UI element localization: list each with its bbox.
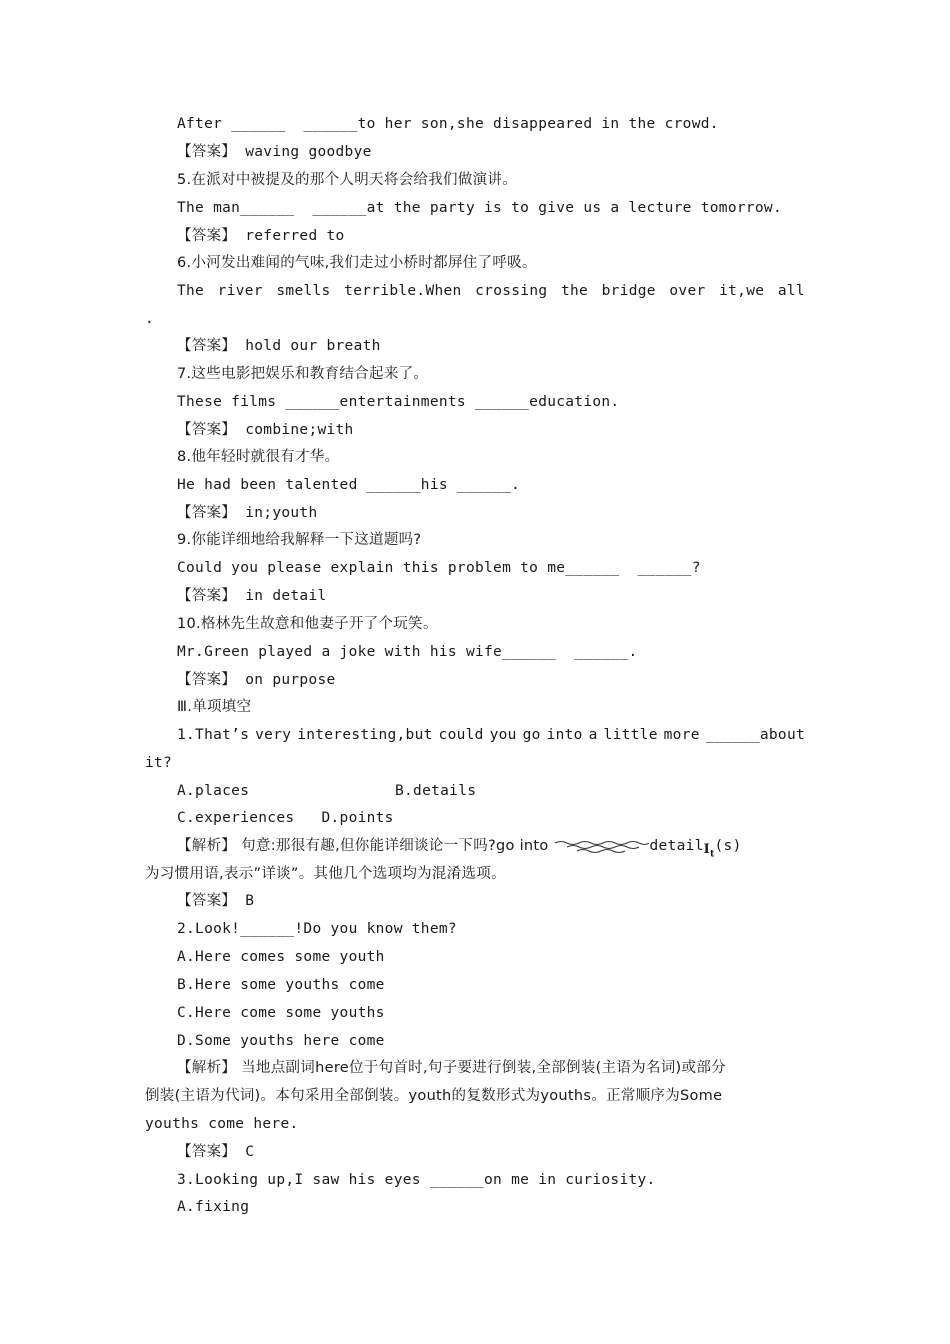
analysis-text: 当地点副词here位于句首时,句子要进行倒装,全部倒装(主语为名词)或部分 — [236, 1060, 726, 1076]
word: crossing — [475, 283, 548, 299]
answer-text: on purpose — [236, 672, 336, 688]
word: interesting,but — [297, 727, 433, 743]
option-a: A.places — [177, 783, 250, 799]
answer-text: waving goodbye — [236, 144, 372, 160]
word: river — [217, 283, 263, 299]
answer-tag: 【答案】 — [177, 1144, 237, 1160]
word: go — [522, 727, 541, 743]
wavy-underline-icon — [553, 839, 649, 853]
exercise-sentence: These films ______entertainments ______education. — [177, 394, 620, 410]
word: The — [177, 283, 205, 299]
exercise-sentence: The man______ ______at the party is to give us a lecture tomorrow. — [177, 200, 782, 216]
analysis-cont: 为习惯用语,表示”详谈”。其他几个选项均为混淆选项。 — [145, 866, 506, 882]
answer-line — [177, 1142, 254, 1162]
word: all — [777, 283, 805, 299]
exercise-sentence-justified — [177, 281, 805, 301]
analysis-text: 句意:那很有趣,但你能详细谈论一下吗?go into — [236, 838, 554, 854]
answer-line — [177, 226, 345, 246]
analysis-text: detail — [649, 838, 704, 854]
word: could — [438, 727, 484, 743]
option-b: B.details — [395, 783, 477, 799]
answer-tag: 【答案】 — [177, 228, 237, 244]
exercise-sentence: He had been talented ______his ______. — [177, 477, 521, 493]
mc-question: 3.Looking up,I saw his eyes ______on me in curiosity. — [177, 1172, 656, 1188]
option-row: C.experiences D.points — [177, 810, 394, 826]
answer-text: C — [236, 1144, 255, 1160]
exercise-sentence: After ______ ______to her son,she disappeared in the crowd. — [177, 116, 719, 132]
word: little — [603, 727, 658, 743]
answer-text: referred to — [236, 228, 345, 244]
analysis-cont: youths come here. — [145, 1116, 299, 1132]
analysis-line — [177, 1058, 726, 1078]
question-chinese: 9.你能详细地给我解释一下这道题吗? — [177, 532, 422, 548]
option-d: D.Some youths here come — [177, 1033, 385, 1049]
question-chinese: 6.小河发出难闻的气味,我们走过小桥时都屏住了呼吸。 — [177, 255, 537, 271]
mc-question-cont: it? — [145, 755, 173, 771]
answer-tag: 【答案】 — [177, 588, 237, 604]
mc-question-justified — [177, 725, 805, 745]
sentence-end: . — [145, 311, 155, 327]
mc-question: 2.Look!______!Do you know them? — [177, 921, 457, 937]
option-row — [177, 781, 249, 801]
answer-line — [177, 142, 372, 162]
section-heading: Ⅲ.单项填空 — [177, 699, 252, 715]
answer-tag: 【答案】 — [177, 144, 237, 160]
analysis-line — [177, 836, 742, 862]
option-c: C.Here come some youths — [177, 1005, 385, 1021]
word: 1.That’s — [177, 727, 250, 743]
answer-text: combine;with — [236, 422, 354, 438]
answer-line — [177, 670, 336, 690]
exercise-sentence: Could you please explain this problem to me______ ______? — [177, 560, 701, 576]
answer-line — [177, 336, 381, 356]
analysis-cont: 倒装(主语为代词)。本句采用全部倒装。youth的复数形式为youths。正常顺序为Some — [145, 1088, 723, 1104]
question-chinese: 8.他年轻时就很有才华。 — [177, 449, 340, 465]
word: bridge — [601, 283, 656, 299]
answer-tag: 【答案】 — [177, 505, 237, 521]
word: a — [588, 727, 598, 743]
question-chinese: 5.在派对中被提及的那个人明天将会给我们做演讲。 — [177, 172, 518, 188]
answer-tag: 【答案】 — [177, 893, 237, 909]
word: into — [546, 727, 583, 743]
word: the — [560, 283, 589, 299]
answer-text: in detail — [236, 588, 327, 604]
correction-mark: $I_t$ — [703, 842, 715, 860]
question-chinese: 7.这些电影把娱乐和教育结合起来了。 — [177, 366, 429, 382]
word: very — [255, 727, 292, 743]
answer-tag: 【答案】 — [177, 672, 237, 688]
answer-tag: 【答案】 — [177, 422, 237, 438]
answer-text: in;youth — [236, 505, 318, 521]
answer-line — [177, 420, 354, 440]
analysis-tag: 【解析】 — [177, 838, 237, 854]
word: over — [669, 283, 706, 299]
exercise-sentence: Mr.Green played a joke with his wife______ ______. — [177, 644, 638, 660]
option-b: B.Here some youths come — [177, 977, 385, 993]
analysis-text: (s) — [714, 838, 742, 854]
analysis-tag: 【解析】 — [177, 1060, 237, 1076]
word: terrible.When — [344, 283, 462, 299]
answer-line — [177, 586, 327, 606]
answer-line — [177, 503, 317, 523]
question-chinese: 10.格林先生故意和他妻子开了个玩笑。 — [177, 616, 438, 632]
answer-tag: 【答案】 — [177, 338, 237, 354]
answer-text: B — [236, 893, 255, 909]
word: you — [489, 727, 517, 743]
option-a: A.fixing — [177, 1199, 250, 1215]
answer-text: hold our breath — [236, 338, 381, 354]
word: ______about — [705, 727, 805, 743]
option-a: A.Here comes some youth — [177, 949, 385, 965]
word: more — [663, 727, 700, 743]
word: smells — [276, 283, 331, 299]
word: it,we — [719, 283, 765, 299]
answer-line — [177, 891, 254, 911]
